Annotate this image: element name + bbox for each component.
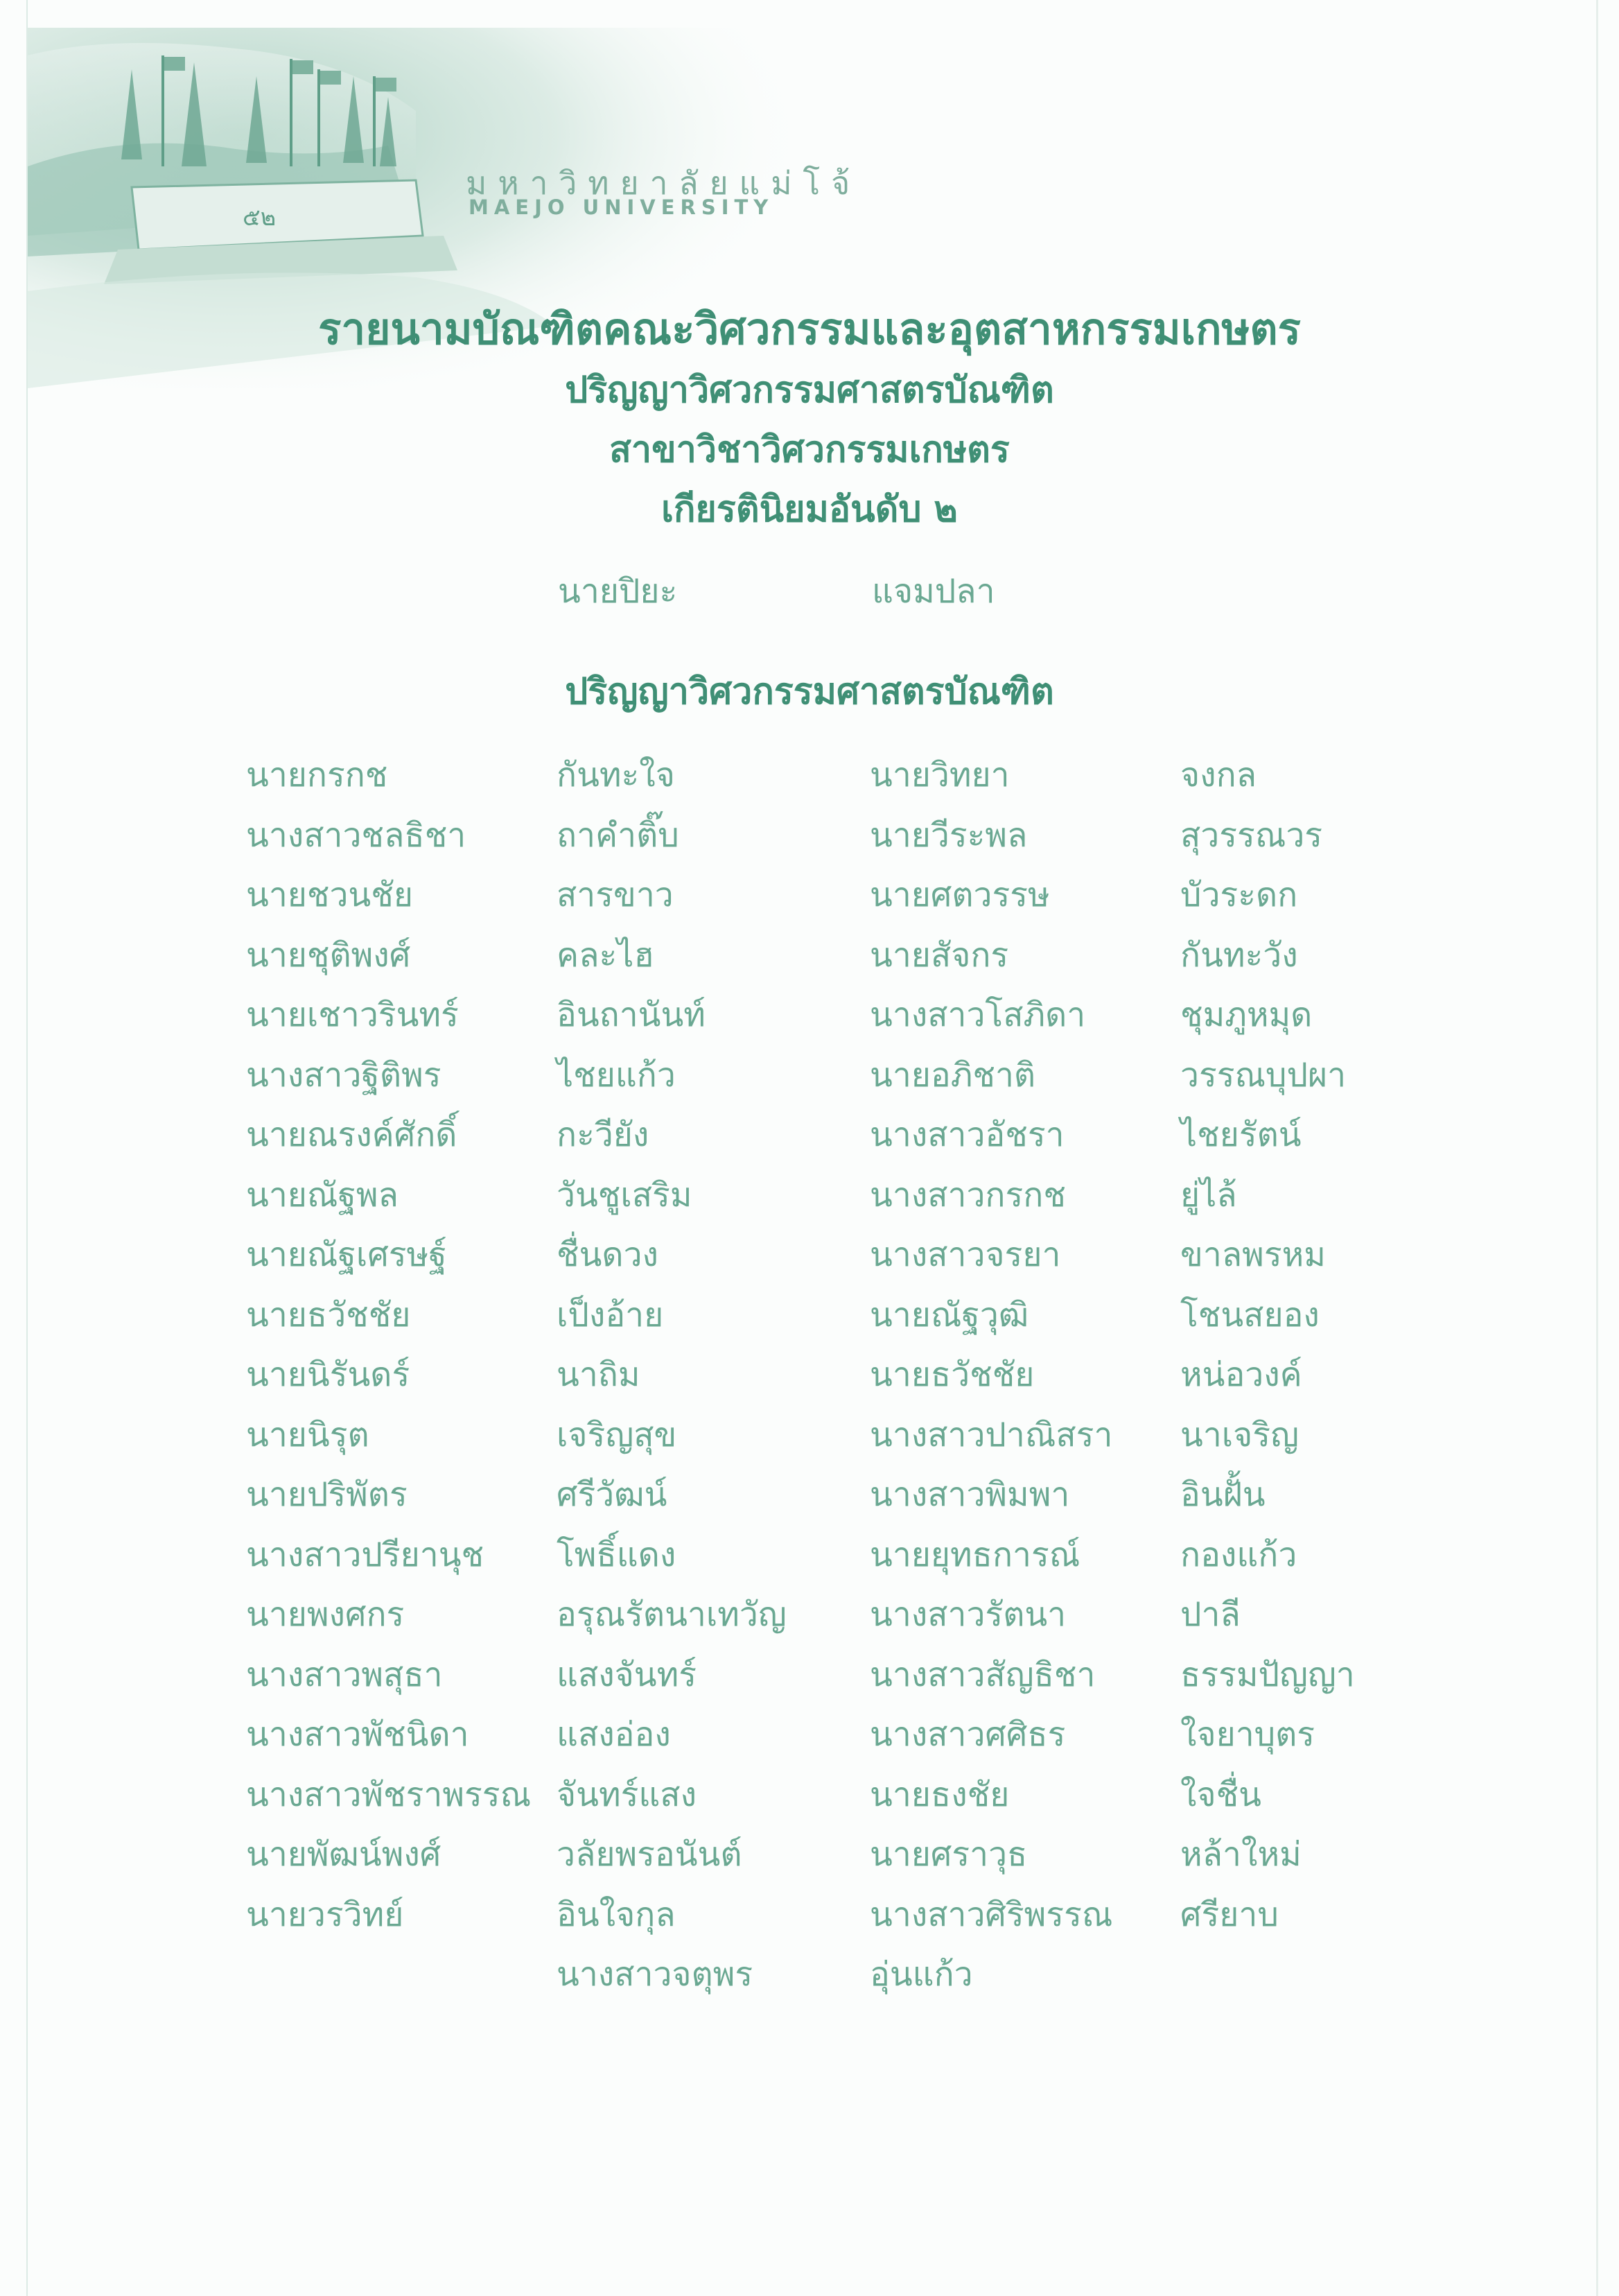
graduate-last-name: วันชูเสริม — [557, 1175, 692, 1215]
graduate-last-name: สารขาว — [557, 876, 674, 915]
honors-first-name: นายปิยะ — [558, 572, 678, 611]
graduate-last-name: อรุณรัตนาเทวัญ — [557, 1595, 787, 1635]
graduate-last-name: ใจยาบุตร — [1180, 1715, 1315, 1755]
table-row — [246, 1825, 1388, 1885]
degree-title: ปริญญาวิศวกรรมศาสตรบัณฑิต — [565, 369, 1054, 411]
honors-title: เกียรตินิยมอันดับ ๒ — [661, 489, 958, 530]
graduate-last-name: ศรียาบ — [1180, 1895, 1279, 1934]
graduate-names-table — [246, 745, 1388, 2005]
table-row — [246, 1045, 1388, 1106]
graduate-first-name: นายวิทยา — [870, 756, 1010, 795]
graduate-first-name — [246, 1945, 557, 2005]
table-row — [246, 1585, 1388, 1645]
section-heading: ปริญญาวิศวกรรมศาสตรบัณฑิต — [565, 671, 1054, 713]
table-row — [246, 1885, 1388, 1945]
graduate-first-name: นายธวัชชัย — [870, 1355, 1035, 1395]
graduate-first-name: นายณัฐวุฒิ — [870, 1295, 1029, 1334]
graduate-first-name: นายกรกช — [246, 756, 388, 795]
table-row — [246, 1405, 1388, 1466]
graduate-last-name: กันทะวัง — [1180, 935, 1298, 975]
graduate-last-name: ไชยแก้ว — [557, 1055, 676, 1095]
graduate-last-name: คละไฮ — [557, 935, 654, 975]
graduate-first-name: นายพงศกร — [246, 1595, 405, 1635]
graduate-last-name: ยู่ไล้ — [1180, 1175, 1237, 1215]
graduate-first-name: นายนิรันดร์ — [246, 1355, 410, 1395]
graduate-last-name: ไชยรัตน์ — [1180, 1115, 1302, 1155]
graduate-first-name: นางสาวชลธิชา — [246, 815, 466, 855]
graduate-last-name: โชนสยอง — [1180, 1295, 1320, 1334]
graduate-first-name: นายธวัชชัย — [246, 1295, 411, 1334]
graduate-first-name: นางสาวพิมพา — [870, 1475, 1070, 1515]
graduate-first-name: นายปริพัตร — [246, 1475, 408, 1515]
graduate-last-name: นาเจริญ — [1180, 1415, 1299, 1454]
table-row — [246, 806, 1388, 866]
faculty-title: รายนามบัณฑิตคณะวิศวกรรมและอุตสาหกรรมเกษตร — [318, 304, 1301, 354]
graduate-last-name: บัวระดก — [1180, 876, 1298, 915]
graduate-last-name: นางสาวจตุพร — [557, 1955, 753, 1994]
graduate-first-name: นางสาวพัชราพรรณ — [246, 1775, 532, 1814]
table-row — [246, 925, 1388, 986]
graduate-last-name: อินใจกุล — [557, 1895, 676, 1934]
graduate-first-name: นางสาวพัชนิดา — [246, 1715, 469, 1755]
graduate-first-name: นายสัจกร — [870, 935, 1009, 975]
monument-number: ๕๒ — [243, 204, 277, 232]
graduate-first-name: นายณัฐเศรษฐ์ — [246, 1235, 447, 1275]
graduate-first-name: นายวรวิทย์ — [246, 1895, 404, 1934]
graduate-first-name: นายเชาวรินทร์ — [246, 995, 459, 1035]
graduate-first-name: นางสาวกรกช — [870, 1175, 1066, 1215]
graduate-last-name: แสงอ่อง — [557, 1715, 671, 1755]
document-title-block — [0, 298, 1619, 539]
table-row — [246, 1285, 1388, 1346]
graduate-last-name: หล้าใหม่ — [1180, 1835, 1302, 1875]
graduate-first-name: นายวีระพล — [870, 815, 1028, 855]
graduate-first-name: นายนิรุต — [246, 1415, 369, 1454]
graduate-first-name: นายณรงค์ศักดิ์ — [246, 1115, 457, 1155]
graduate-first-name: นางสาวสัญธิชา — [870, 1655, 1096, 1694]
graduate-last-name: เจริญสุข — [557, 1415, 677, 1454]
graduate-last-name: จงกล — [1180, 756, 1257, 795]
table-row — [246, 745, 1388, 806]
table-row — [246, 1645, 1388, 1705]
table-row — [246, 1345, 1388, 1405]
graduate-first-name: นายณัฐพล — [246, 1175, 399, 1215]
graduate-first-name: นายชวนชัย — [246, 876, 413, 915]
graduate-first-name: นายอภิชาติ — [870, 1055, 1036, 1095]
table-row — [246, 865, 1388, 925]
graduate-last-name: ชุมภูหมุด — [1180, 995, 1313, 1035]
graduate-last-name: แสงจันทร์ — [557, 1655, 697, 1694]
honors-last-name: แจมปลา — [872, 572, 995, 611]
table-row — [246, 1465, 1388, 1525]
graduate-last-name: อินฝั้น — [1180, 1475, 1266, 1515]
graduate-first-name: นายพัฒน์พงศ์ — [246, 1835, 441, 1875]
graduate-last-name: สุวรรณวร — [1180, 815, 1323, 855]
graduate-first-name: นางสาวศศิธร — [870, 1715, 1066, 1755]
graduate-last-name: นาถิม — [557, 1355, 640, 1395]
graduate-last-name: ขาลพรหม — [1180, 1235, 1326, 1275]
table-row — [246, 985, 1388, 1045]
table-row — [246, 1705, 1388, 1765]
graduate-last-name: ใจชื่น — [1180, 1775, 1261, 1814]
graduate-last-name: กองแก้ว — [1180, 1535, 1297, 1574]
graduate-last-name: ศรีวัฒน์ — [557, 1475, 667, 1515]
graduate-last-name: ถาคำติ๊บ — [557, 815, 679, 855]
graduate-last-name: จันทร์แสง — [557, 1775, 697, 1814]
table-row — [246, 1225, 1388, 1285]
graduate-last-name: กันทะใจ — [557, 756, 675, 795]
graduate-first-name: นางสาวปาณิสรา — [870, 1415, 1113, 1454]
table-row — [246, 1105, 1388, 1165]
graduate-first-name: นางสาวจรยา — [870, 1235, 1061, 1275]
graduate-first-name: นายชุติพงศ์ — [246, 935, 411, 975]
university-name-english: MAEJO UNIVERSITY — [469, 195, 774, 219]
graduate-first-name: นายธงชัย — [870, 1775, 1010, 1814]
graduate-last-name: เป็งอ้าย — [557, 1295, 664, 1334]
graduate-first-name: นางสาวฐิติพร — [246, 1055, 441, 1095]
graduate-last-name — [1180, 1945, 1388, 2005]
graduate-first-name: นายยุทธการณ์ — [870, 1535, 1080, 1574]
graduate-first-name: นางสาวอัชรา — [870, 1115, 1065, 1155]
graduate-first-name: นายศราวุธ — [870, 1835, 1028, 1875]
university-name-thai: มหาวิทยาลัยแม่โจ้ — [466, 164, 861, 202]
table-row — [246, 1525, 1388, 1585]
graduate-last-name: กะวียัง — [557, 1115, 649, 1155]
graduate-last-name: ชื่นดวง — [557, 1235, 658, 1275]
graduate-last-name: โพธิ์แดง — [557, 1535, 676, 1574]
graduate-last-name: ปาลี — [1180, 1595, 1241, 1635]
table-row — [246, 1765, 1388, 1825]
graduate-last-name: ธรรมปัญญา — [1180, 1655, 1355, 1694]
graduate-last-name: หน่อวงค์ — [1180, 1355, 1302, 1395]
graduate-first-name: นางสาวรัตนา — [870, 1595, 1067, 1635]
graduate-first-name: นางสาวโสภิดา — [870, 995, 1086, 1035]
table-row — [246, 1165, 1388, 1226]
major-title: สาขาวิชาวิศวกรรมเกษตร — [609, 429, 1010, 471]
graduate-first-name: นางสาวศิริพรรณ — [870, 1895, 1113, 1934]
graduate-first-name: นางสาวปรียานุช — [246, 1535, 484, 1574]
graduate-last-name: วลัยพรอนันต์ — [557, 1835, 742, 1875]
graduate-first-name: อุ่นแก้ว — [870, 1955, 973, 1994]
graduate-last-name: อินถานันท์ — [557, 995, 706, 1035]
graduate-first-name: นางสาวพสุธา — [246, 1655, 443, 1694]
table-row — [246, 1945, 1388, 2005]
graduate-first-name: นายศตวรรษ — [870, 876, 1050, 915]
graduate-last-name: วรรณบุปผา — [1180, 1055, 1347, 1095]
